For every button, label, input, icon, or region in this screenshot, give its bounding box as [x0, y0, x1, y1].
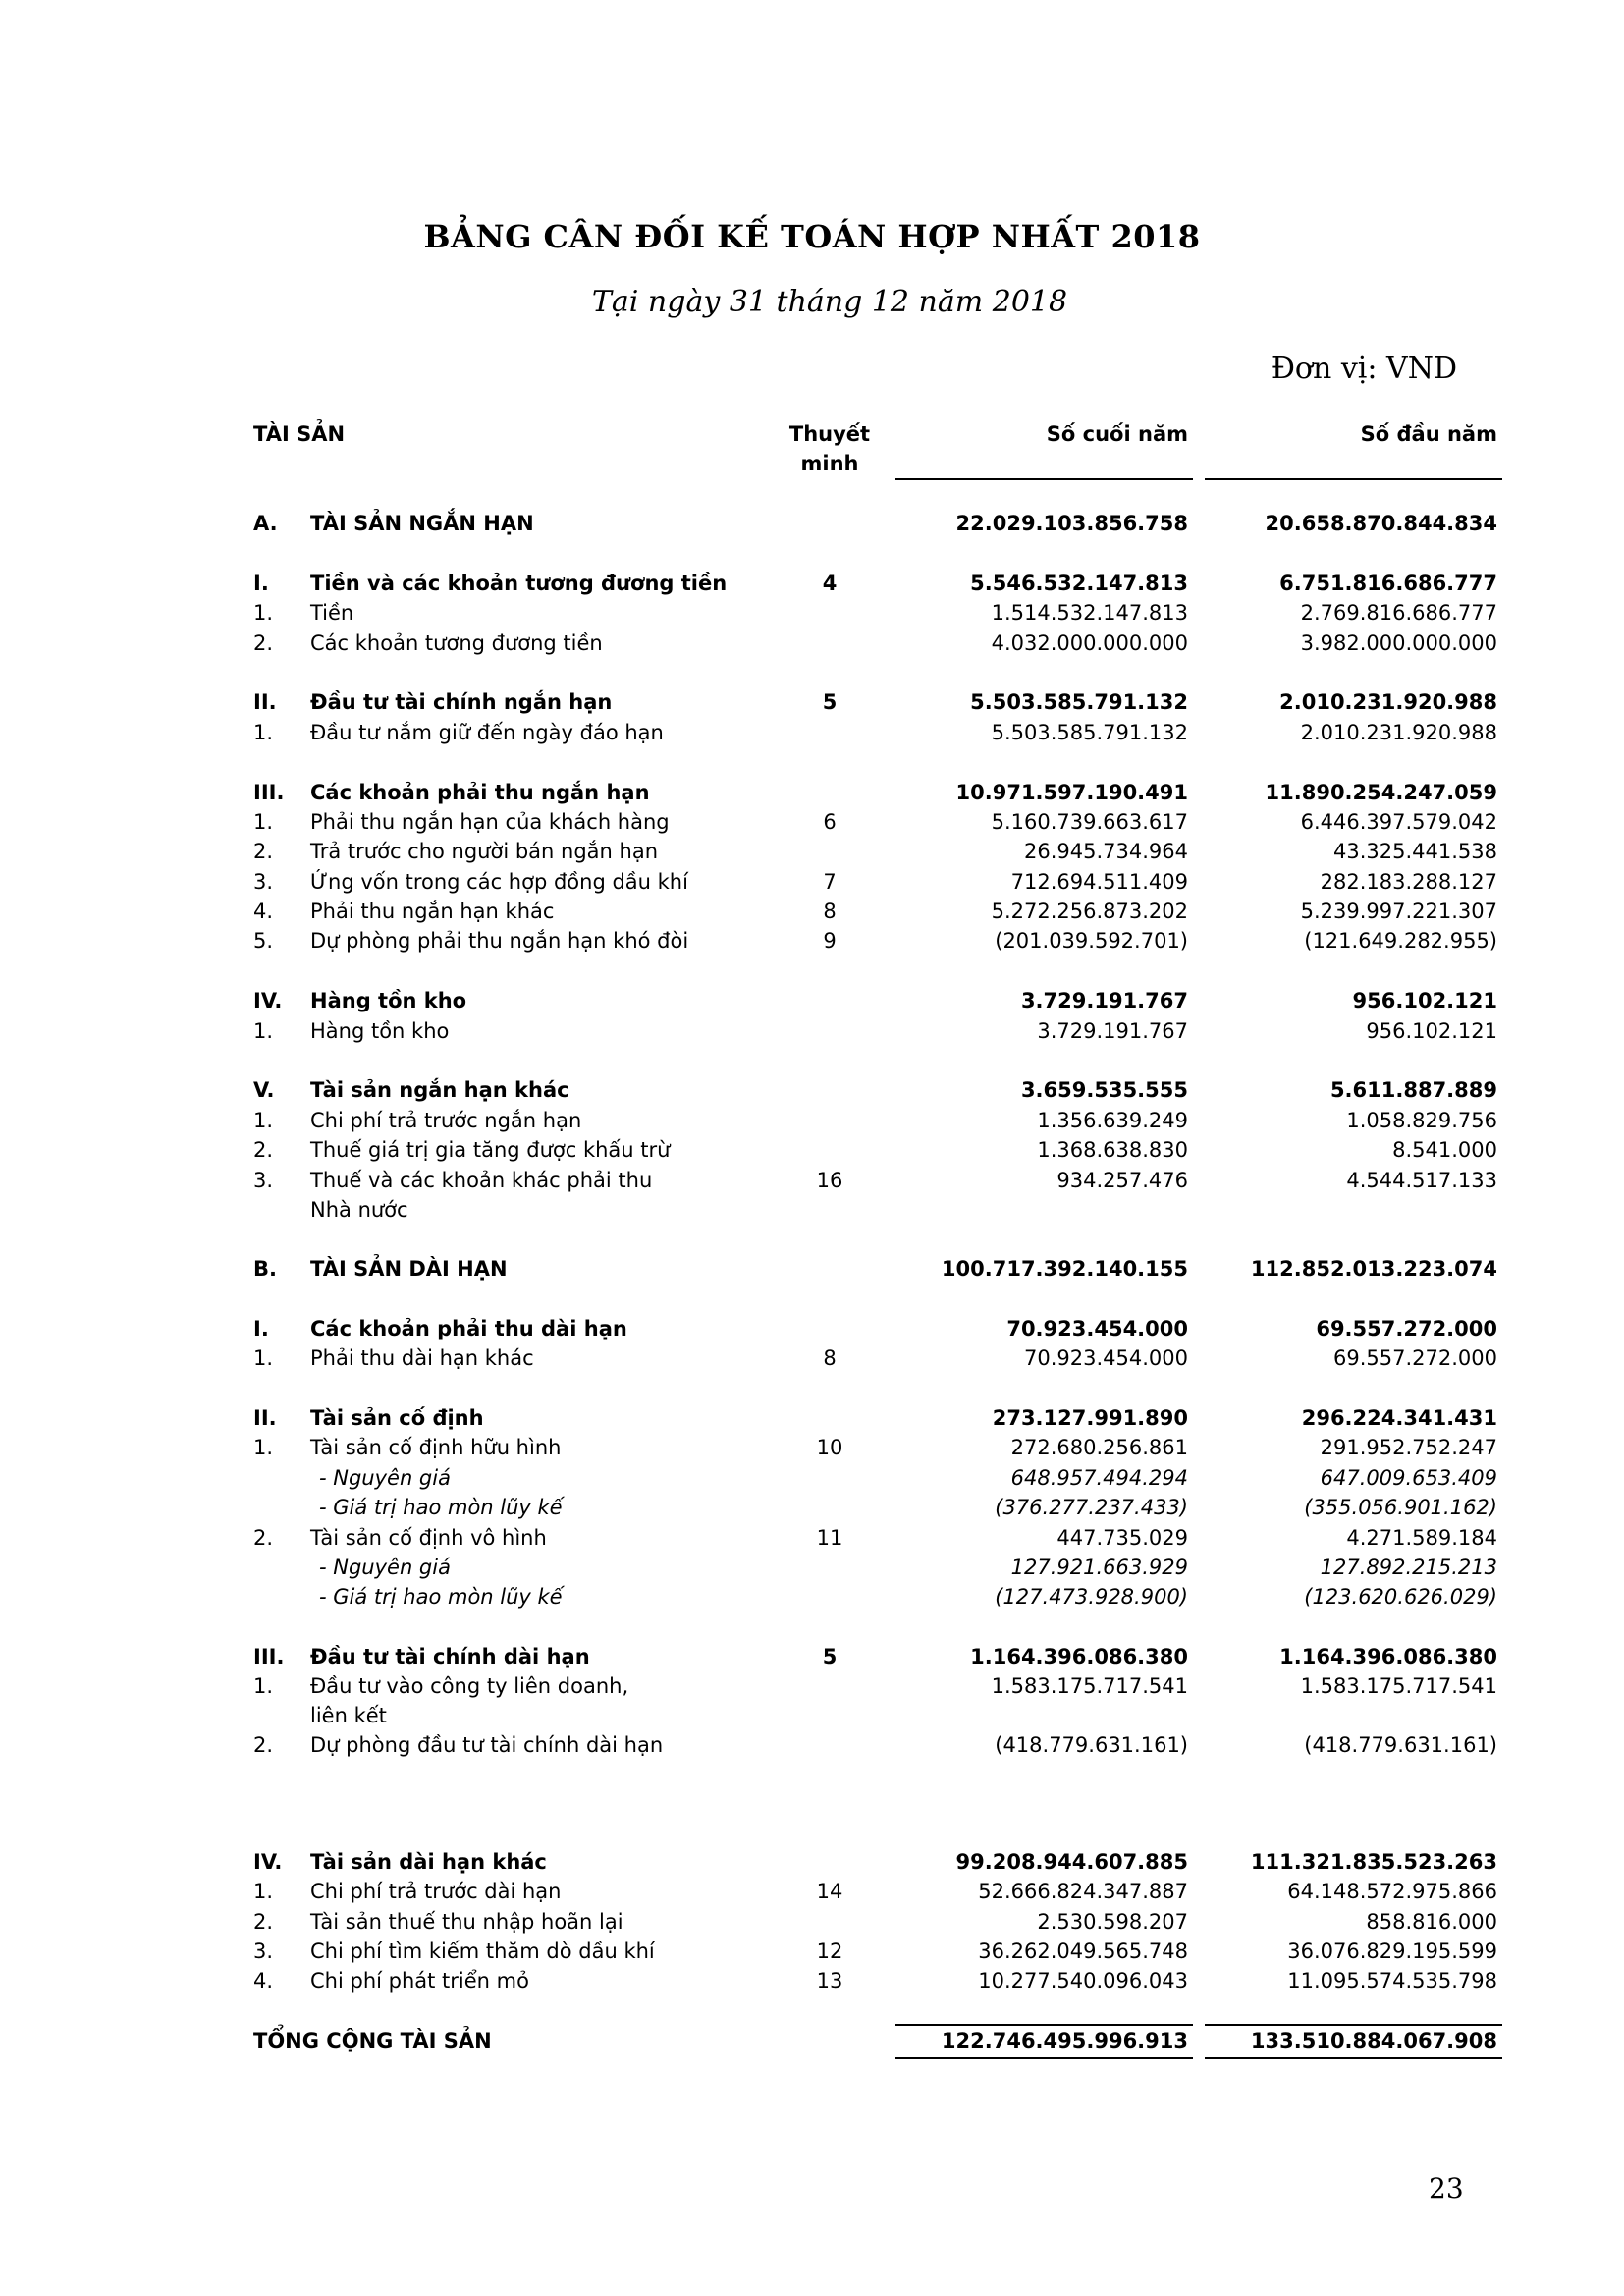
row-code: 1. [253, 601, 274, 626]
row-code: 1. [253, 1436, 274, 1460]
row-end-year-value: 26.945.734.964 [1024, 840, 1188, 864]
row-begin-year-value: 11.095.574.535.798 [1287, 1969, 1497, 1994]
row-begin-year-value: 69.557.272.000 [1316, 1316, 1497, 1340]
row-code: 1. [253, 720, 274, 744]
row-end-year-value: 1.368.638.830 [1037, 1138, 1188, 1163]
row-begin-year-value: 4.544.517.133 [1346, 1168, 1497, 1192]
row-code: II. [253, 1405, 277, 1430]
row-begin-year-value: 69.557.272.000 [1333, 1346, 1497, 1371]
row-label: Hàng tồn kho [310, 989, 467, 1013]
row-begin-year-value: 20.658.870.844.834 [1265, 512, 1497, 535]
row-spacer [0, 1374, 1624, 1403]
row-label: Thuế và các khoản khác phải thu [310, 1168, 653, 1192]
row-code: II. [253, 690, 277, 715]
row-code: 4. [253, 900, 274, 924]
row-end-year-value: 10.277.540.096.043 [978, 1969, 1188, 1994]
row-code: 2. [253, 1909, 274, 1934]
row-label: - Nguyên giá [319, 1465, 451, 1490]
row-begin-year-value: 2.769.816.686.777 [1300, 601, 1497, 626]
row-code: I. [253, 571, 269, 595]
row-label: Phải thu ngắn hạn của khách hàng [310, 809, 670, 834]
row-begin-year-value: 956.102.121 [1366, 1018, 1497, 1043]
table-row [0, 1642, 1624, 1671]
row-code: 2. [253, 840, 274, 864]
row-label: Phải thu dài hạn khác [310, 1346, 534, 1371]
header-end-year: Số cuối năm [1046, 422, 1188, 446]
row-code: 3. [253, 1168, 274, 1192]
row-label: Dự phòng đầu tư tài chính dài hạn [310, 1733, 664, 1758]
row-label: Tài sản cố định hữu hình [310, 1436, 562, 1460]
header-underline-end [895, 478, 1193, 480]
row-begin-year-value: 647.009.653.409 [1320, 1465, 1497, 1490]
row-begin-year-value: 296.224.341.431 [1301, 1405, 1497, 1430]
table-row [0, 1937, 1624, 1966]
row-label: Phải thu ngắn hạn khác [310, 900, 555, 924]
table-row [0, 509, 1624, 538]
row-label: TỔNG CỘNG TÀI SẢN [253, 2029, 492, 2053]
row-spacer [0, 658, 1624, 687]
row-label: Tiền [310, 601, 354, 626]
row-begin-year-value: 43.325.441.538 [1333, 840, 1497, 864]
row-note: 10 [816, 1436, 843, 1460]
row-label: Tài sản dài hạn khác [310, 1849, 547, 1874]
table-row [0, 1314, 1624, 1343]
row-end-year-value: 1.164.396.086.380 [970, 1645, 1188, 1669]
total-bottomline-begin [1205, 2057, 1502, 2059]
header-underline-begin [1205, 478, 1502, 480]
row-label: Tài sản cố định vô hình [310, 1525, 547, 1550]
row-begin-year-value: 64.148.572.975.866 [1287, 1880, 1497, 1904]
row-end-year-value: 3.729.191.767 [1037, 1018, 1188, 1043]
row-spacer [0, 1225, 1624, 1254]
currency-unit: Đơn vị: VND [1271, 352, 1457, 386]
row-label: Trả trước cho người bán ngắn hạn [310, 840, 659, 864]
row-spacer [0, 957, 1624, 986]
row-end-year-value: 4.032.000.000.000 [991, 630, 1188, 655]
row-spacer [0, 1761, 1624, 1804]
row-label: Các khoản phải thu ngắn hạn [310, 780, 650, 804]
row-code: 2. [253, 1138, 274, 1163]
row-note: 6 [823, 809, 837, 834]
table-row [0, 1553, 1624, 1582]
row-note: 14 [816, 1880, 843, 1904]
row-end-year-value: 52.666.824.347.887 [978, 1880, 1188, 1904]
table-row [0, 837, 1624, 866]
row-note: 8 [823, 900, 837, 924]
row-end-year-value: 648.957.494.294 [1010, 1465, 1188, 1490]
row-end-year-value: (418.779.631.161) [995, 1733, 1188, 1758]
row-begin-year-value: (121.649.282.955) [1304, 929, 1497, 954]
row-end-year-value: (201.039.592.701) [995, 929, 1188, 954]
row-code: 2. [253, 630, 274, 655]
page-title: BẢNG CÂN ĐỐI KẾ TOÁN HỢP NHẤT 2018 [423, 218, 1201, 255]
row-label: Đầu tư tài chính ngắn hạn [310, 690, 613, 715]
table-row [0, 629, 1624, 658]
row-label: Đầu tư vào công ty liên doanh, [310, 1674, 629, 1699]
row-end-year-value: 273.127.991.890 [992, 1405, 1188, 1430]
row-note: 7 [823, 869, 837, 894]
row-end-year-value: 22.029.103.856.758 [955, 512, 1188, 535]
row-label: Tài sản thuế thu nhập hoãn lại [310, 1909, 623, 1934]
row-spacer [0, 747, 1624, 777]
row-label: - Giá trị hao mòn lũy kế [319, 1585, 563, 1610]
row-begin-year-value: 127.892.215.213 [1320, 1555, 1497, 1579]
row-spacer [0, 1613, 1624, 1642]
row-end-year-value: 122.746.495.996.913 [941, 2029, 1188, 2053]
page-subtitle: Tại ngày 31 tháng 12 năm 2018 [591, 285, 1068, 319]
row-begin-year-value: 5.611.887.889 [1329, 1078, 1497, 1103]
table-row [0, 1433, 1624, 1462]
row-code: 1. [253, 1108, 274, 1132]
row-label: Tài sản ngắn hạn khác [310, 1078, 569, 1103]
balance-sheet-table [0, 509, 1624, 2056]
row-begin-year-value: 133.510.884.067.908 [1250, 2029, 1497, 2053]
total-topline-end [895, 2024, 1193, 2026]
total-bottomline-end [895, 2057, 1193, 2059]
row-end-year-value: 934.257.476 [1056, 1168, 1188, 1192]
table-row [0, 1166, 1624, 1225]
row-end-year-value: 5.546.532.147.813 [970, 571, 1188, 595]
table-row [0, 1966, 1624, 1995]
table-row [0, 1847, 1624, 1877]
row-label: TÀI SẢN DÀI HẠN [310, 1256, 508, 1281]
row-code: 5. [253, 929, 274, 954]
row-end-year-value: 447.735.029 [1056, 1525, 1188, 1550]
table-row [0, 986, 1624, 1015]
row-label: Các khoản phải thu dài hạn [310, 1316, 627, 1340]
row-label-continued: Nhà nước [310, 1197, 408, 1222]
row-note: 9 [823, 929, 837, 954]
row-code: I. [253, 1316, 269, 1340]
table-row [0, 1343, 1624, 1373]
table-row [0, 1907, 1624, 1937]
header-note: Thuyết minh [788, 422, 871, 475]
row-begin-year-value: 36.076.829.195.599 [1287, 1940, 1497, 1964]
row-begin-year-value: 5.239.997.221.307 [1300, 900, 1497, 924]
row-begin-year-value: 8.541.000 [1392, 1138, 1497, 1163]
row-begin-year-value: (355.056.901.162) [1304, 1496, 1497, 1520]
table-row [0, 718, 1624, 747]
row-end-year-value: 36.262.049.565.748 [978, 1940, 1188, 1964]
row-end-year-value: 5.503.585.791.132 [991, 720, 1188, 744]
row-label-continued: liên kết [310, 1704, 387, 1728]
table-row [0, 1493, 1624, 1522]
table-row [0, 1075, 1624, 1105]
row-label: Hàng tồn kho [310, 1018, 450, 1043]
row-note: 16 [816, 1168, 843, 1192]
row-end-year-value: 99.208.944.607.885 [955, 1849, 1188, 1874]
row-spacer [0, 1284, 1624, 1313]
row-end-year-value: 3.729.191.767 [1020, 989, 1188, 1013]
row-spacer [0, 1996, 1624, 2026]
row-begin-year-value: 6.751.816.686.777 [1279, 571, 1497, 595]
table-row [0, 1106, 1624, 1135]
row-label: Thuế giá trị gia tăng được khấu trừ [310, 1138, 671, 1163]
total-topline-begin [1205, 2024, 1502, 2026]
row-end-year-value: (127.473.928.900) [995, 1585, 1188, 1610]
row-code: 1. [253, 809, 274, 834]
table-row [0, 598, 1624, 628]
header-begin-year: Số đầu năm [1360, 422, 1497, 446]
table-row [0, 1877, 1624, 1906]
page-number: 23 [1429, 2172, 1464, 2205]
row-begin-year-value: 956.102.121 [1352, 989, 1497, 1013]
row-note: 8 [823, 1346, 837, 1371]
row-code: 2. [253, 1525, 274, 1550]
row-end-year-value: 5.503.585.791.132 [970, 690, 1188, 715]
row-spacer [0, 1804, 1624, 1847]
row-begin-year-value: 1.164.396.086.380 [1279, 1645, 1497, 1669]
row-begin-year-value: (123.620.626.029) [1304, 1585, 1497, 1610]
row-code: 1. [253, 1880, 274, 1904]
row-begin-year-value: 11.890.254.247.059 [1265, 780, 1497, 804]
row-label: Chi phí trả trước dài hạn [310, 1880, 562, 1904]
row-begin-year-value: 111.321.835.523.263 [1250, 1849, 1497, 1874]
row-note: 11 [816, 1525, 843, 1550]
row-end-year-value: 2.530.598.207 [1037, 1909, 1188, 1934]
row-end-year-value: 70.923.454.000 [1024, 1346, 1188, 1371]
row-label: Đầu tư tài chính dài hạn [310, 1645, 590, 1669]
row-code: 1. [253, 1346, 274, 1371]
row-code: 1. [253, 1018, 274, 1043]
table-row [0, 867, 1624, 897]
row-note: 13 [816, 1969, 843, 1994]
row-note: 5 [822, 1645, 838, 1669]
row-label: - Giá trị hao mòn lũy kế [319, 1496, 563, 1520]
row-end-year-value: 1.514.532.147.813 [991, 601, 1188, 626]
row-begin-year-value: 112.852.013.223.074 [1250, 1256, 1497, 1281]
table-row [0, 778, 1624, 807]
row-end-year-value: 10.971.597.190.491 [955, 780, 1188, 804]
row-spacer [0, 1046, 1624, 1075]
row-code: A. [253, 512, 278, 535]
table-row [0, 687, 1624, 717]
row-begin-year-value: 858.816.000 [1366, 1909, 1497, 1934]
table-row [0, 1403, 1624, 1433]
row-spacer [0, 538, 1624, 568]
row-label: Dự phòng phải thu ngắn hạn khó đòi [310, 929, 689, 954]
row-code: V. [253, 1078, 275, 1103]
row-label: TÀI SẢN NGẮN HẠN [310, 512, 534, 535]
row-begin-year-value: (418.779.631.161) [1304, 1733, 1497, 1758]
row-label: Chi phí tìm kiếm thăm dò dầu khí [310, 1940, 655, 1964]
row-begin-year-value: 291.952.752.247 [1320, 1436, 1497, 1460]
table-row [0, 569, 1624, 598]
row-label: Chi phí phát triển mỏ [310, 1969, 529, 1994]
row-label: Tiền và các khoản tương đương tiền [310, 571, 728, 595]
row-end-year-value: (376.277.237.433) [995, 1496, 1188, 1520]
row-note: 5 [822, 690, 838, 715]
row-end-year-value: 1.356.639.249 [1037, 1108, 1188, 1132]
row-end-year-value: 3.659.535.555 [1020, 1078, 1188, 1103]
row-label: Chi phí trả trước ngắn hạn [310, 1108, 582, 1132]
row-begin-year-value: 6.446.397.579.042 [1300, 809, 1497, 834]
header-assets: TÀI SẢN [253, 422, 346, 446]
row-code: IV. [253, 989, 283, 1013]
row-end-year-value: 100.717.392.140.155 [941, 1256, 1188, 1281]
row-end-year-value: 5.160.739.663.617 [991, 809, 1188, 834]
row-end-year-value: 70.923.454.000 [1006, 1316, 1188, 1340]
row-end-year-value: 5.272.256.873.202 [991, 900, 1188, 924]
row-begin-year-value: 282.183.288.127 [1320, 869, 1497, 894]
row-end-year-value: 272.680.256.861 [1010, 1436, 1188, 1460]
table-row [0, 897, 1624, 926]
row-code: 3. [253, 1940, 274, 1964]
table-row [0, 1582, 1624, 1612]
row-code: 2. [253, 1733, 274, 1758]
table-row [0, 1671, 1624, 1730]
row-code: 3. [253, 869, 274, 894]
row-begin-year-value: 4.271.589.184 [1346, 1525, 1497, 1550]
row-code: IV. [253, 1849, 283, 1874]
row-label: - Nguyên giá [319, 1555, 451, 1579]
table-row [0, 1016, 1624, 1046]
row-label: Đầu tư nắm giữ đến ngày đáo hạn [310, 720, 664, 744]
row-note: 12 [816, 1940, 843, 1964]
table-row [0, 1463, 1624, 1493]
row-end-year-value: 1.583.175.717.541 [991, 1674, 1188, 1699]
row-label: Tài sản cố định [310, 1405, 484, 1430]
table-row [0, 1523, 1624, 1553]
table-row [0, 1730, 1624, 1760]
row-code: 4. [253, 1969, 274, 1994]
row-begin-year-value: 1.058.829.756 [1346, 1108, 1497, 1132]
total-row [0, 2026, 1624, 2055]
row-code: III. [253, 1645, 285, 1669]
row-label: Các khoản tương đương tiền [310, 630, 603, 655]
table-row [0, 1135, 1624, 1165]
row-code: III. [253, 780, 285, 804]
row-note: 4 [822, 571, 838, 595]
row-code: B. [253, 1256, 277, 1281]
table-row [0, 807, 1624, 837]
row-begin-year-value: 2.010.231.920.988 [1279, 690, 1497, 715]
row-label: Ứng vốn trong các hợp đồng dầu khí [310, 869, 688, 894]
table-row [0, 926, 1624, 956]
row-begin-year-value: 1.583.175.717.541 [1300, 1674, 1497, 1699]
table-row [0, 1254, 1624, 1284]
row-code: 1. [253, 1674, 274, 1699]
row-end-year-value: 712.694.511.409 [1010, 869, 1188, 894]
row-begin-year-value: 3.982.000.000.000 [1300, 630, 1497, 655]
row-end-year-value: 127.921.663.929 [1010, 1555, 1188, 1579]
row-begin-year-value: 2.010.231.920.988 [1300, 720, 1497, 744]
